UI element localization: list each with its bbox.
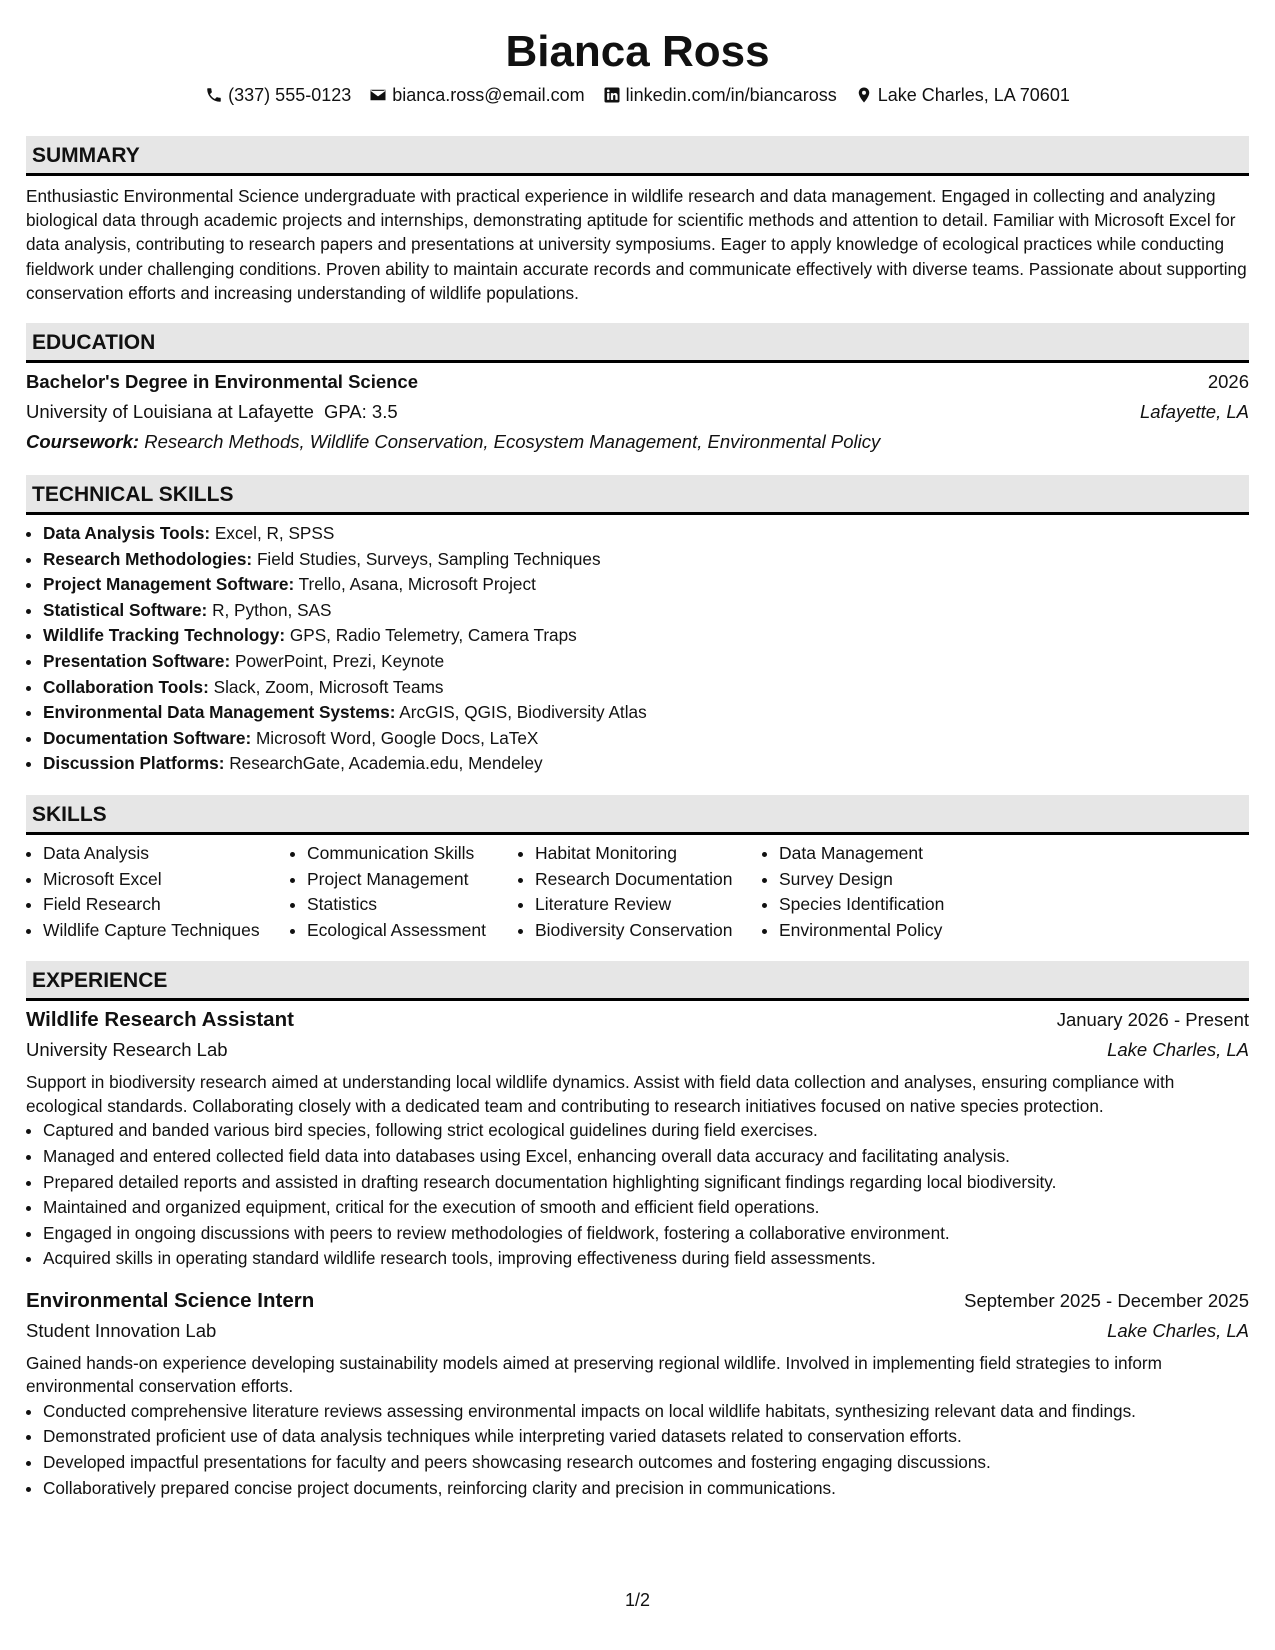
list-item: • Statistics — [307, 892, 518, 918]
list-item: • Communication Skills — [307, 841, 518, 867]
list-item: • Conducted comprehensive literature reviews assessing environmental impacts on local wildlife habitats, synthesizing relevant data and findings. — [43, 1399, 1249, 1425]
technical-skills-section — [26, 475, 1249, 777]
phone-text: (337) 555-0123 — [228, 85, 352, 105]
gpa: GPA: 3.5 — [323, 401, 398, 423]
resume-page — [26, 18, 1249, 1501]
location-text: Lake Charles, LA 70601 — [877, 85, 1070, 105]
job-description: Support in biodiversity research aimed at understanding local wildlife dynamics. Assist with field data collection and analyses, ensuring compliance with ecological standards. Collaborating closely with a dedicated team and contributing to research initiatives focused on native species protection. — [26, 1072, 1175, 1116]
technical-skills-list — [26, 521, 1249, 777]
experience-heading: EXPERIENCE — [26, 961, 1249, 1001]
job-entry — [26, 1286, 1249, 1501]
email-text: bianca.ross@email.com — [392, 85, 585, 105]
graduation-year: 2026 — [1207, 371, 1249, 393]
degree-title: Bachelor's Degree in Environmental Science — [26, 371, 419, 393]
job-title-row — [26, 1286, 1249, 1316]
job-entry — [26, 1005, 1249, 1272]
job-title: Wildlife Research Assistant — [26, 1008, 294, 1032]
list-item: • Collaboration Tools: Slack, Zoom, Microsoft Teams — [43, 675, 1249, 701]
job-bullets — [26, 1118, 1249, 1272]
list-item: • Captured and banded various bird species, following strict ecological guidelines during field exercises. — [43, 1118, 1249, 1144]
list-item: • Field Research — [43, 892, 290, 918]
school-info — [26, 397, 398, 427]
list-item: • Statistical Software: R, Python, SAS — [43, 598, 1249, 624]
list-item: • Environmental Data Management Systems: ArcGIS, QGIS, Biodiversity Atlas — [43, 700, 1249, 726]
technical-skills-heading: TECHNICAL SKILLS — [26, 475, 1249, 515]
job-title: Environmental Science Intern — [26, 1288, 315, 1312]
summary-text: Enthusiastic Environmental Science undergraduate with practical experience in wildlife research and data management. Engaged in collecting and analyzing biological data through academic projects and internships, demonstrating aptitude for scientific methods and attention to detail. Familiar with Microsoft Excel for data analysis, contributing to research papers and presentations at university symposiums. Eager to apply knowledge of ecological practices while conducting fieldwork under challenging conditions. Proven ability to maintain accurate records and communicate effectively with diverse teams. Passionate about supporting conservation efforts and increasing understanding of wildlife populations. — [26, 186, 1247, 303]
job-bullets — [26, 1399, 1249, 1501]
list-item: • Maintained and organized equipment, critical for the execution of smooth and efficient field operations. — [43, 1195, 1249, 1221]
list-item: • Prepared detailed reports and assisted in drafting research documentation highlighting significant findings regarding local biodiversity. — [43, 1170, 1249, 1196]
school-location: Lafayette, LA — [1139, 401, 1249, 423]
education-section — [26, 323, 1249, 457]
skills-column-2 — [290, 841, 518, 943]
coursework — [26, 427, 1249, 457]
summary-heading: SUMMARY — [26, 136, 1249, 176]
job-description: Gained hands-on experience developing sustainability models aimed at preserving regional wildlife. Involved in implementing field strategies to inform environmental conservation efforts. — [26, 1352, 1162, 1397]
skills-column-4 — [762, 841, 1019, 943]
linkedin-icon — [603, 86, 621, 104]
coursework-list: Research Methods, Wildlife Conservation, Ecosystem Management, Environmental Policy — [144, 431, 881, 453]
job-dates: January 2026 - Present — [1056, 1009, 1249, 1031]
education-heading: EDUCATION — [26, 323, 1249, 363]
skills-heading: SKILLS — [26, 795, 1249, 835]
list-item: • Data Management — [779, 841, 1019, 867]
contact-location — [855, 82, 1070, 108]
job-organization: Student Innovation Lab — [26, 1319, 217, 1341]
job-org-row — [26, 1316, 1249, 1346]
skills-column-1 — [26, 841, 290, 943]
skills-section — [26, 795, 1249, 943]
job-org-row — [26, 1035, 1249, 1065]
list-item: • Demonstrated proficient use of data analysis techniques while interpreting varied datasets related to conservation efforts. — [43, 1424, 1249, 1450]
job-title-row — [26, 1005, 1249, 1035]
list-item: • Species Identification — [779, 892, 1019, 918]
list-item: • Developed impactful presentations for faculty and peers showcasing research outcomes and fostering engaging discussions. — [43, 1450, 1249, 1476]
list-item: • Survey Design — [779, 867, 1019, 893]
list-item: • Ecological Assessment — [307, 918, 518, 944]
list-item: • Documentation Software: Microsoft Word, Google Docs, LaTeX — [43, 726, 1249, 752]
contact-bar — [26, 82, 1249, 108]
phone-icon — [205, 86, 223, 104]
job-location: Lake Charles, LA — [1107, 1319, 1249, 1341]
list-item: • Microsoft Excel — [43, 867, 290, 893]
education-degree-row — [26, 367, 1249, 397]
education-school-row — [26, 397, 1249, 427]
candidate-name: Bianca Ross — [505, 27, 770, 76]
job-location: Lake Charles, LA — [1107, 1039, 1249, 1061]
skills-column-3 — [518, 841, 762, 943]
envelope-icon — [369, 86, 387, 104]
map-pin-icon — [855, 86, 873, 104]
school-name: University of Louisiana at Lafayette — [26, 401, 314, 423]
list-item: • Environmental Policy — [779, 918, 1019, 944]
contact-phone — [205, 82, 351, 108]
list-item: • Research Methodologies: Field Studies, Surveys, Sampling Techniques — [43, 547, 1249, 573]
list-item: • Project Management — [307, 867, 518, 893]
linkedin-text: linkedin.com/in/biancaross — [625, 85, 837, 105]
list-item: • Presentation Software: PowerPoint, Prezi, Keynote — [43, 649, 1249, 675]
list-item: • Engaged in ongoing discussions with peers to review methodologies of fieldwork, fostering a collaborative environment. — [43, 1221, 1249, 1247]
list-item: • Data Analysis Tools: Excel, R, SPSS — [43, 521, 1249, 547]
summary-section — [26, 136, 1249, 305]
list-item: • Biodiversity Conservation — [535, 918, 762, 944]
list-item: • Habitat Monitoring — [535, 841, 762, 867]
list-item: • Managed and entered collected field data into databases using Excel, enhancing overall data accuracy and facilitating analysis. — [43, 1144, 1249, 1170]
list-item: • Project Management Software: Trello, Asana, Microsoft Project — [43, 572, 1249, 598]
list-item: • Acquired skills in operating standard wildlife research tools, improving effectiveness during field assessments. — [43, 1246, 1249, 1272]
list-item: • Wildlife Capture Techniques — [43, 918, 290, 944]
experience-section — [26, 961, 1249, 1501]
list-item: • Research Documentation — [535, 867, 762, 893]
list-item: • Discussion Platforms: ResearchGate, Academia.edu, Mendeley — [43, 751, 1249, 777]
contact-linkedin[interactable] — [603, 82, 837, 108]
list-item: • Literature Review — [535, 892, 762, 918]
list-item: • Collaboratively prepared concise project documents, reinforcing clarity and precision in communications. — [43, 1476, 1249, 1502]
skills-grid — [26, 841, 1249, 943]
page-number: 1/2 — [624, 1590, 651, 1610]
job-organization: University Research Lab — [26, 1039, 228, 1061]
job-dates: September 2025 - December 2025 — [964, 1289, 1249, 1311]
list-item: • Wildlife Tracking Technology: GPS, Radio Telemetry, Camera Traps — [43, 623, 1249, 649]
list-item: • Data Analysis — [43, 841, 290, 867]
contact-email[interactable] — [369, 82, 584, 108]
coursework-label: Coursework: — [26, 431, 140, 453]
